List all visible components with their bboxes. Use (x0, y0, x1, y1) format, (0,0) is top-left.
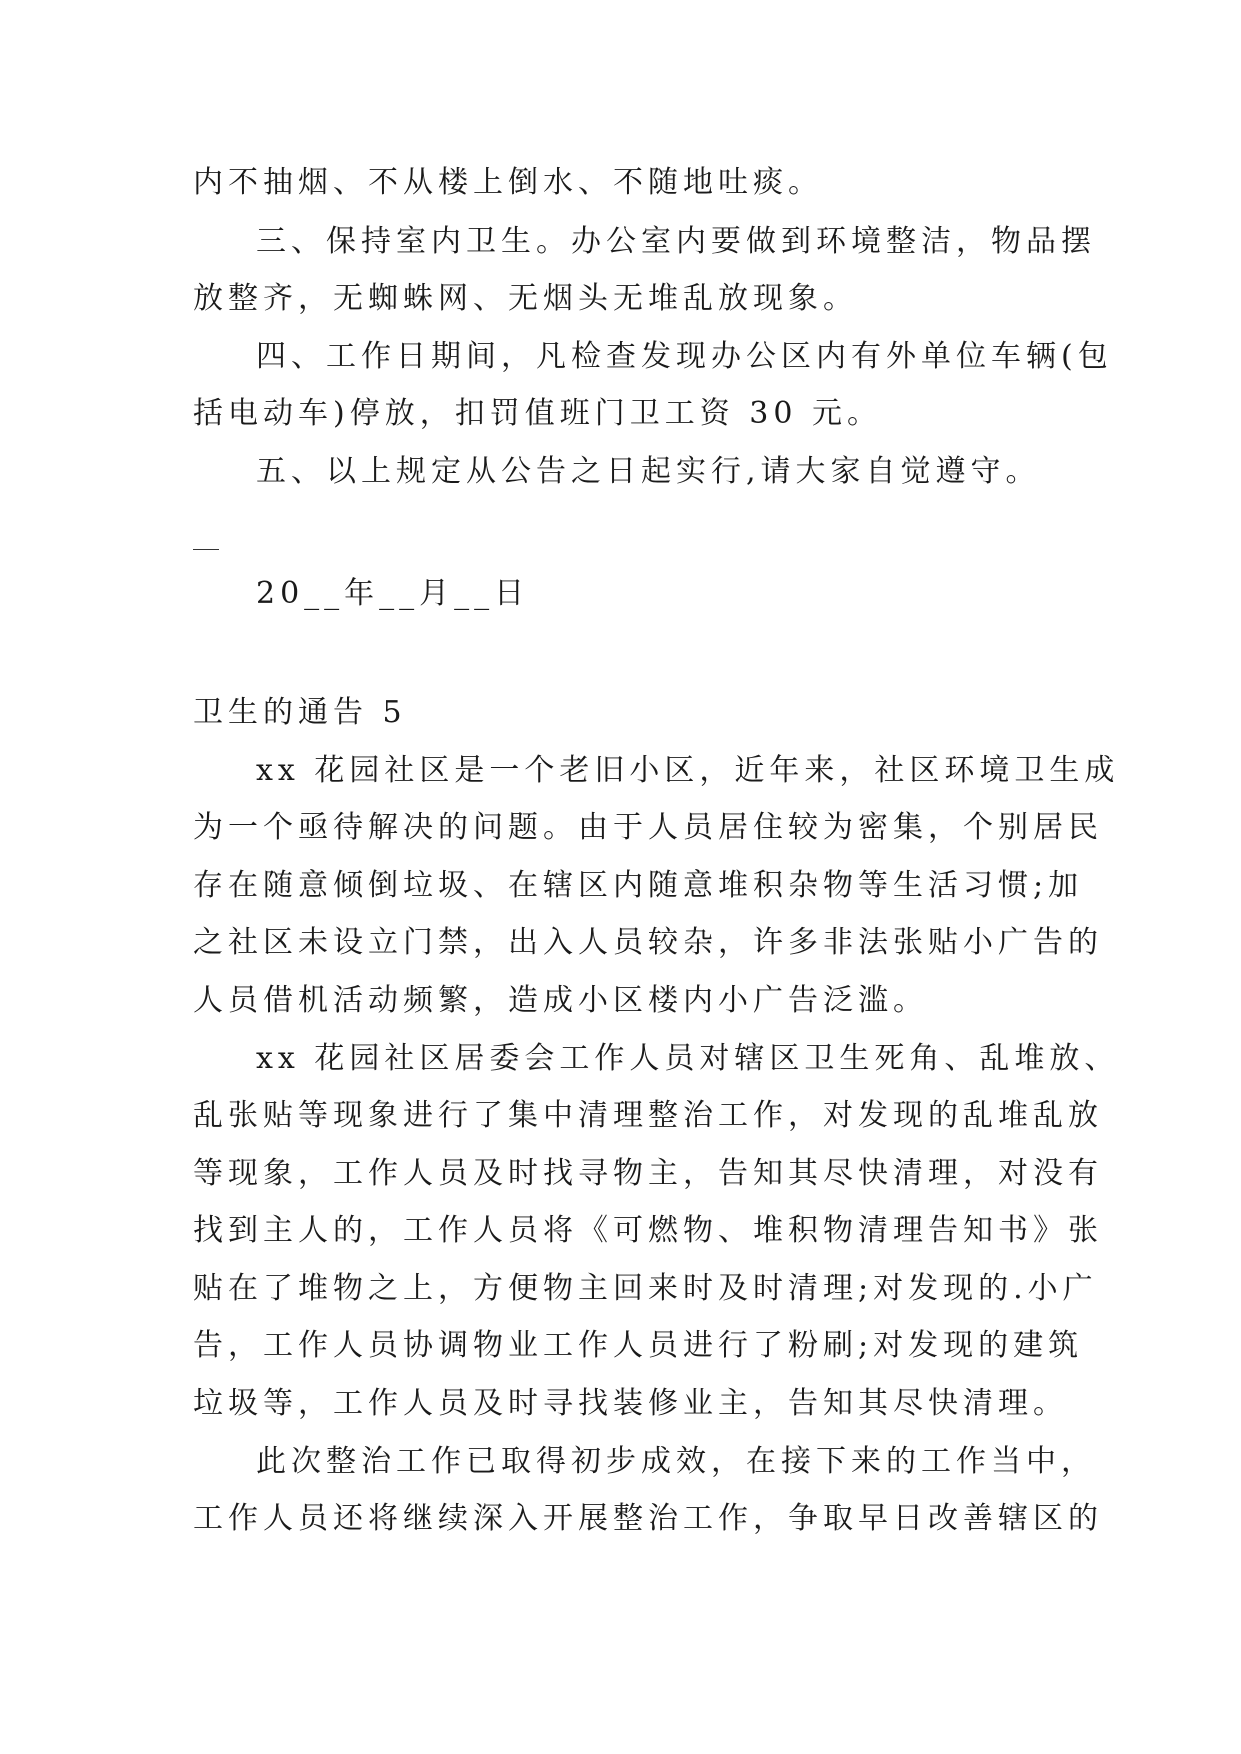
paragraph-line: 人员借机活动频繁，造成小区楼内小广告泛滥。 (193, 983, 928, 1018)
paragraph-line: 内不抽烟、不从楼上倒水、不随地吐痰。 (193, 165, 823, 200)
paragraph-line: xx 花园社区是一个老旧小区，近年来，社区环境卫生成 (256, 753, 1120, 788)
paragraph-line: 四、工作日期间，凡检查发现办公区内有外单位车辆(包 (256, 339, 1113, 374)
paragraph-line: 此次整治工作已取得初步成效，在接下来的工作当中， (256, 1444, 1096, 1479)
paragraph-line: 括电动车)停放，扣罚值班门卫工资 30 元。 (193, 396, 882, 431)
paragraph-line: 乱张贴等现象进行了集中清理整治工作，对发现的乱堆乱放 (193, 1098, 1103, 1133)
paragraph-line: 告，工作人员协调物业工作人员进行了粉刷;对发现的建筑 (193, 1328, 1084, 1363)
paragraph-line: 存在随意倾倒垃圾、在辖区内随意堆积杂物等生活习惯;加 (193, 868, 1084, 903)
paragraph-line: 找到主人的，工作人员将《可燃物、堆积物清理告知书》张 (193, 1213, 1103, 1248)
section-heading: 卫生的通告 5 (193, 695, 407, 730)
short-dash (193, 549, 219, 550)
paragraph-line: 等现象，工作人员及时找寻物主，告知其尽快清理，对没有 (193, 1156, 1103, 1191)
paragraph-line: 放整齐，无蜘蛛网、无烟头无堆乱放现象。 (193, 281, 858, 316)
date-line: 20__年__月__日 (256, 576, 530, 611)
paragraph-line: 为一个亟待解决的问题。由于人员居住较为密集，个别居民 (193, 810, 1103, 845)
paragraph-line: 之社区未设立门禁，出入人员较杂，许多非法张贴小广告的 (193, 925, 1103, 960)
paragraph-line: 三、保持室内卫生。办公室内要做到环境整洁，物品摆 (256, 224, 1096, 259)
paragraph-line: 工作人员还将继续深入开展整治工作，争取早日改善辖区的 (193, 1501, 1103, 1536)
paragraph-line: 贴在了堆物之上，方便物主回来时及时清理;对发现的.小广 (193, 1271, 1098, 1306)
paragraph-line: 垃圾等，工作人员及时寻找装修业主，告知其尽快清理。 (193, 1386, 1068, 1421)
paragraph-line: xx 花园社区居委会工作人员对辖区卫生死角、乱堆放、 (256, 1041, 1120, 1076)
paragraph-line: 五、以上规定从公告之日起实行,请大家自觉遵守。 (256, 454, 1041, 489)
